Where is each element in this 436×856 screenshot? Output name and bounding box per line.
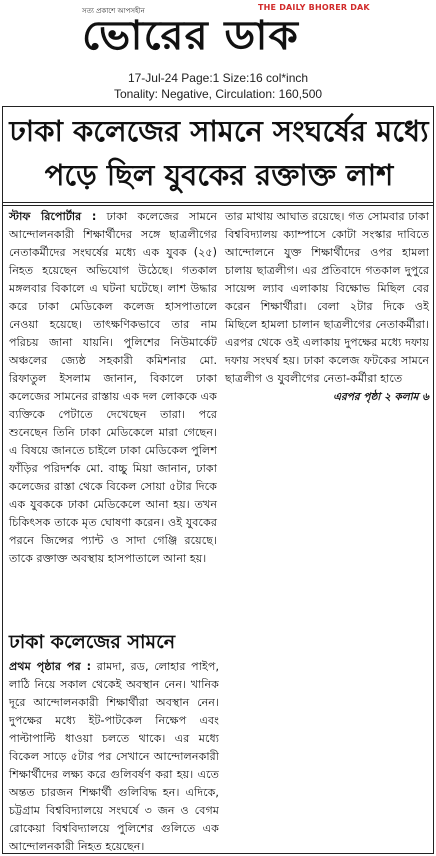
- headline-line-2: পড়ে ছিল যুবকের রক্তাক্ত লাশ: [44, 158, 394, 192]
- continued-note: এরপর পৃষ্ঠা ২ কলাম ৬: [333, 391, 429, 403]
- article-right-text: তার মাথায় আঘাত রয়েছে। গত সোমবার ঢাকা বিশ্ববিদ্যালয় ক্যাম্পাসে কোটা সংস্কার দাবিতে আন্দোলনে যুক্ত শিক্ষার্থীদের ওপর হামলা চালায় ছাত্রলীগ। এর প্রতিবাদে গতকাল দুপুরে সায়েন্স ল্যাব এলাকায় বিক্ষোভ মিছিল বের করেন শিক্ষার্থীরা। বেলা ২টার দিকে ওই মিছিলে হামলা চালান ছাত্রলীগের নেতাকর্মীরা। এরপর থেকে ওই এলাকায় দুপক্ষের মধ্যে দফায় দফায় সংঘর্ষ হয়। ঢাকা কলেজ ফটকের সামনে ছাত্রলীগ ও যুবলীগের নেতা-কর্মীরা হাতে: [225, 210, 429, 385]
- newspaper-logo: [82, 13, 382, 59]
- masthead-tagline: সত্য প্রকাশে আপসহীন: [82, 7, 145, 15]
- masthead: [0, 0, 436, 62]
- continuation-subhead: ঢাকা কলেজের সামনে: [9, 631, 176, 653]
- headline-line-1: ঢাকা কলেজের সামনে সংঘর্ষের মধ্যে: [9, 114, 429, 148]
- logo-text: ভোরের ডাক: [82, 13, 300, 59]
- masthead-english-title: THE DAILY BHORER DAK: [258, 3, 370, 12]
- clipping-meta-date-size: 17-Jul-24 Page:1 Size:16 col*inch: [127, 71, 309, 85]
- clipping-meta-tonality: Tonality: Negative, Circulation: 160,500: [113, 87, 323, 101]
- article-right-column: [225, 208, 429, 406]
- article-left-column: [9, 208, 217, 568]
- headline-box: [2, 106, 434, 206]
- article-left-text: ঢাকা কলেজের সামনে আন্দোলনকারী শিক্ষার্থীদের সঙ্গে ছাত্রলীগের নেতাকর্মীদের সংঘর্ষের মধ্যে এক যুবক (২৫) নিহত হয়েছেন অভিযোগ উঠেছে। গতকাল মঙ্গলবার বিকালে এ ঘটনা ঘটেছে। লাশ উদ্ধার করে ঢাকা মেডিকেল কলেজ হাসপাতালে নেওয়া হয়েছে। তাৎক্ষণিকভাবে তার নাম পরিচয় জানা যায়নি। পুলিশের নিউমার্কেট অঞ্চলের জ্যেষ্ঠ সহকারী কমিশনার মো. রিফাতুল ইসলাম জানান, বিকালে ঢাকা কলেজের সামনের রাস্তায় এক দল লোককে এক ব্যক্তিকে পেটাতে দেখেছেন তারা। পরে শুনেছেন তিনি ঢাকা মেডিকেলে মারা গেছেন। এ বিষয়ে জানতে চাইলে ঢাকা মেডিকেল পুলিশ ফাঁড়ির পরিদর্শক মো. বাচ্চু মিয়া জানান, ঢাকা কলেজের রাস্তা থেকে বিকেল সোয়া ৫টার দিকে এক যুবককে ঢাকা মেডিকেলে আনা হয়। তখন চিকিৎসক তাকে মৃত ঘোষণা করেন। ওই যুবকের পরনে জিন্সের প্যান্ট ও সাদা গেঞ্জি রয়েছে। তাকে রক্তাক্ত অবস্থায় হাসপাতালে আনা হয়।: [9, 210, 217, 565]
- continuation-text: রামদা, রড, লোহার পাইপ, লাঠি নিয়ে সকাল থেকেই অবস্থান নেন। খানিক দূরে আন্দোলনকারী শিক্ষার্থীরা অবস্থান নেন। দুপক্ষের মধ্যে ইট-পাটকেল নিক্ষেপ এবং পাল্টাপাল্টি ধাওয়া চলতে থাকে। এর মধ্যে বিকেল সাড়ে ৫টার পর সেখানে আন্দোলনকারী শিক্ষার্থীদের লক্ষ্য করে গুলিবর্ষণ করা হয়। এতে অন্তত চারজন শিক্ষার্থী গুলিবিদ্ধ হন। এদিকে, চট্টগ্রাম বিশ্ববিদ্যালয়ে সংঘর্ষে ৩ জন ও বেগম রোকেয়া বিশ্ববিদ্যালয়ে পুলিশের গুলিতে এক আন্দোলনকারী নিহত হয়েছেন।: [9, 660, 219, 853]
- byline: স্টাফ রিপোর্টার :: [9, 210, 97, 223]
- continuation-column: [9, 658, 219, 856]
- article-box: [2, 202, 434, 854]
- continuation-lead: প্রথম পৃষ্ঠার পর :: [9, 660, 92, 673]
